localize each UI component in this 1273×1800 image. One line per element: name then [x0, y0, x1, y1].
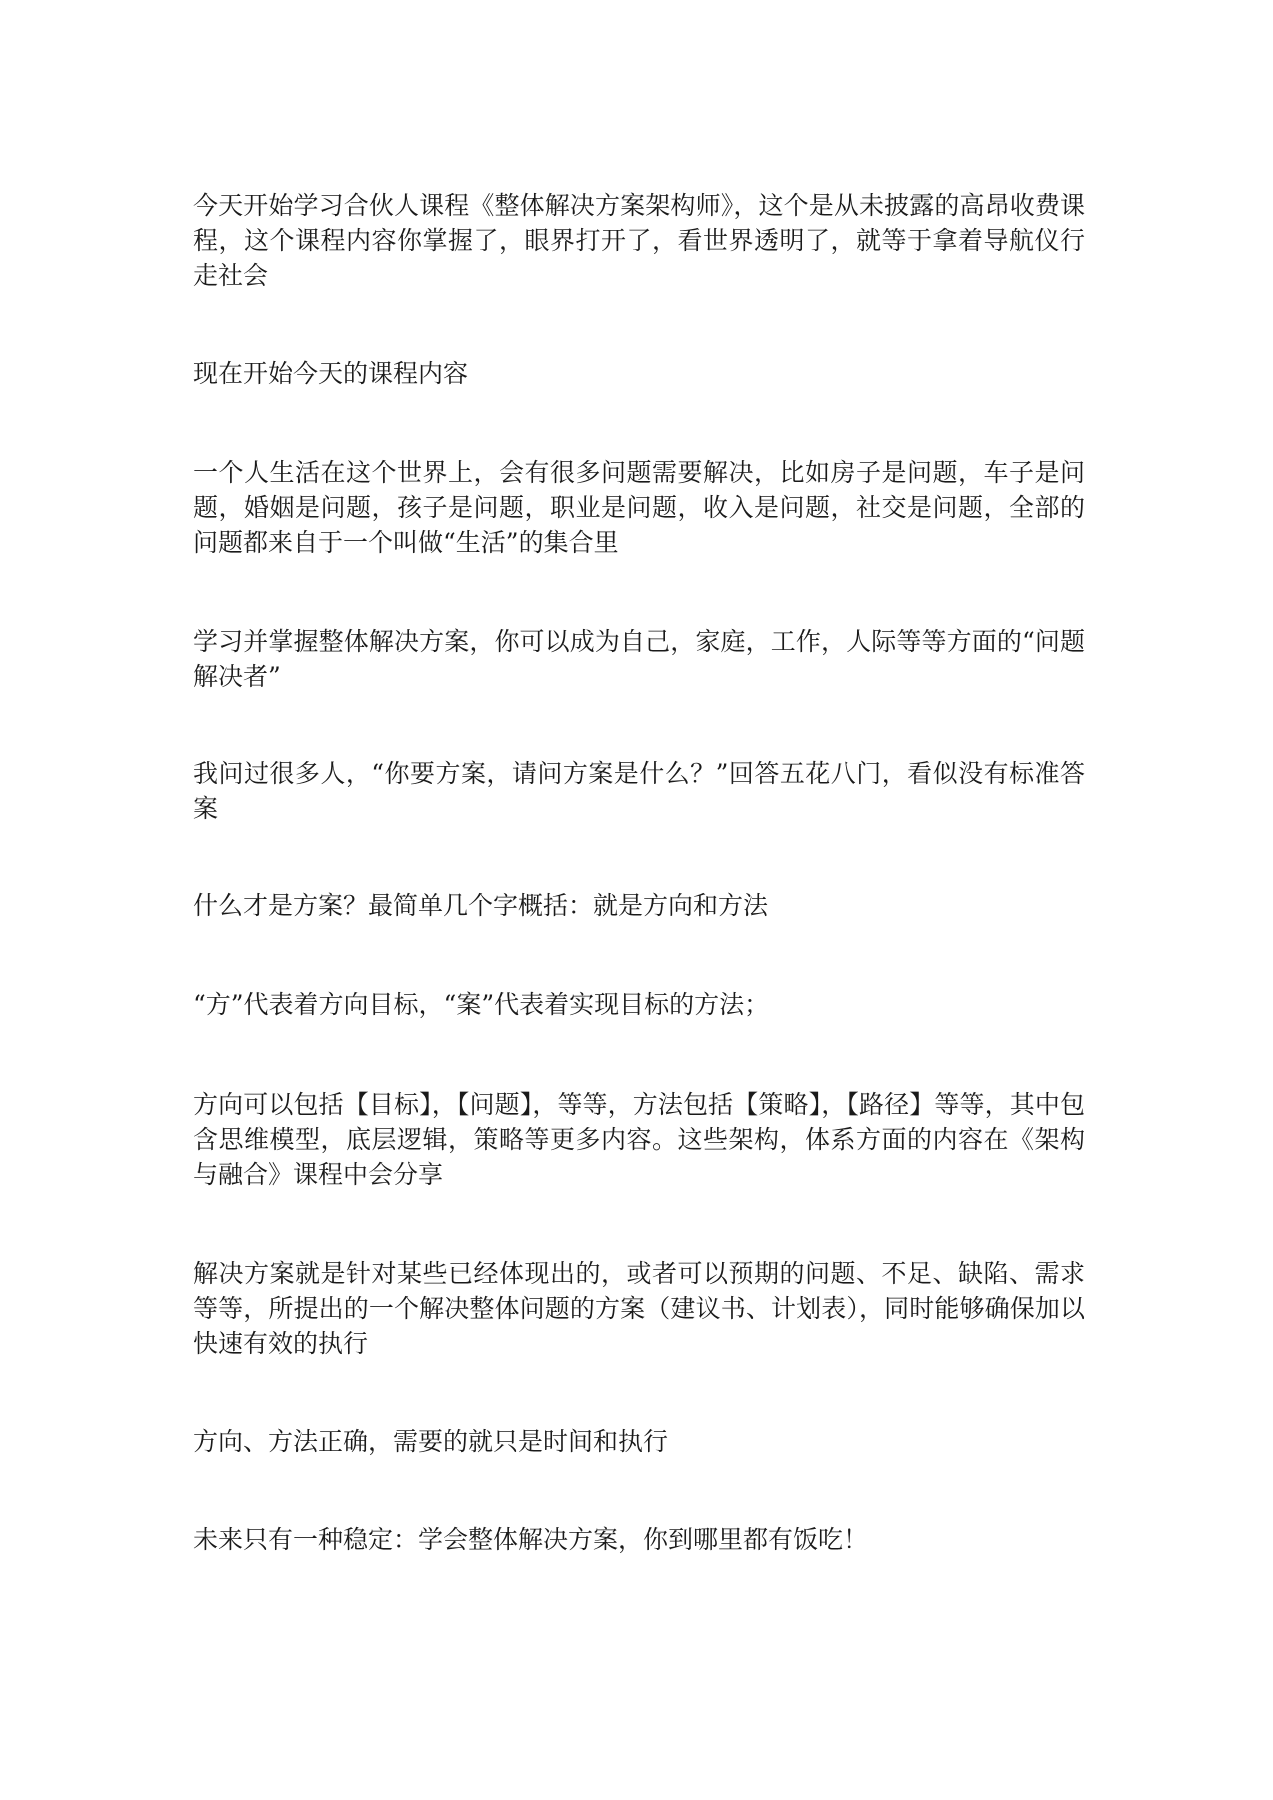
paragraph-start-content: 现在开始今天的课程内容 [193, 359, 469, 388]
paragraph-solution-defined: 解决方案就是针对某些已经体现出的，或者可以预期的问题、不足、缺陷、需求等等，所提出的一个解决整体问题的方案（建议书、计划表），同时能够确保加以快速有效的执行 [193, 1259, 1085, 1358]
paragraph-problem-solver: 学习并掌握整体解决方案，你可以成为自己，家庭，工作，人际等等方面的“问题解决者” [193, 627, 1085, 691]
paragraph-life-problems: 一个人生活在这个世界上，会有很多问题需要解决，比如房子是问题，车子是问题，婚姻是问题，孩子是问题，职业是问题，收入是问题，社交是问题，全部的问题都来自于一个叫做“生活”的集合里 [193, 458, 1085, 557]
paragraph-plan-definition: 什么才是方案？最简单几个字概括：就是方向和方法 [193, 891, 769, 920]
paragraph-direction-methods: 方向可以包括【目标】，【问题】，等等，方法包括【策略】，【路径】等等，其中包含思维模型，底层逻辑，策略等更多内容。这些架构，体系方面的内容在《架构与融合》课程中会分享 [193, 1090, 1085, 1189]
paragraph-what-is-plan: 我问过很多人，“你要方案，请问方案是什么？”回答五花八门，看似没有标准答案 [193, 759, 1085, 823]
paragraph-fang-an-meaning: “方”代表着方向目标，“案”代表着实现目标的方法； [193, 990, 770, 1019]
paragraph-conclusion: 未来只有一种稳定：学会整体解决方案，你到哪里都有饭吃！ [193, 1525, 869, 1554]
paragraph-time-execution: 方向、方法正确，需要的就只是时间和执行 [193, 1427, 669, 1456]
paragraph-course-intro: 今天开始学习合伙人课程《整体解决方案架构师》，这个是从未披露的高昂收费课程，这个课程内容你掌握了，眼界打开了，看世界透明了，就等于拿着导航仪行走社会 [193, 191, 1085, 290]
